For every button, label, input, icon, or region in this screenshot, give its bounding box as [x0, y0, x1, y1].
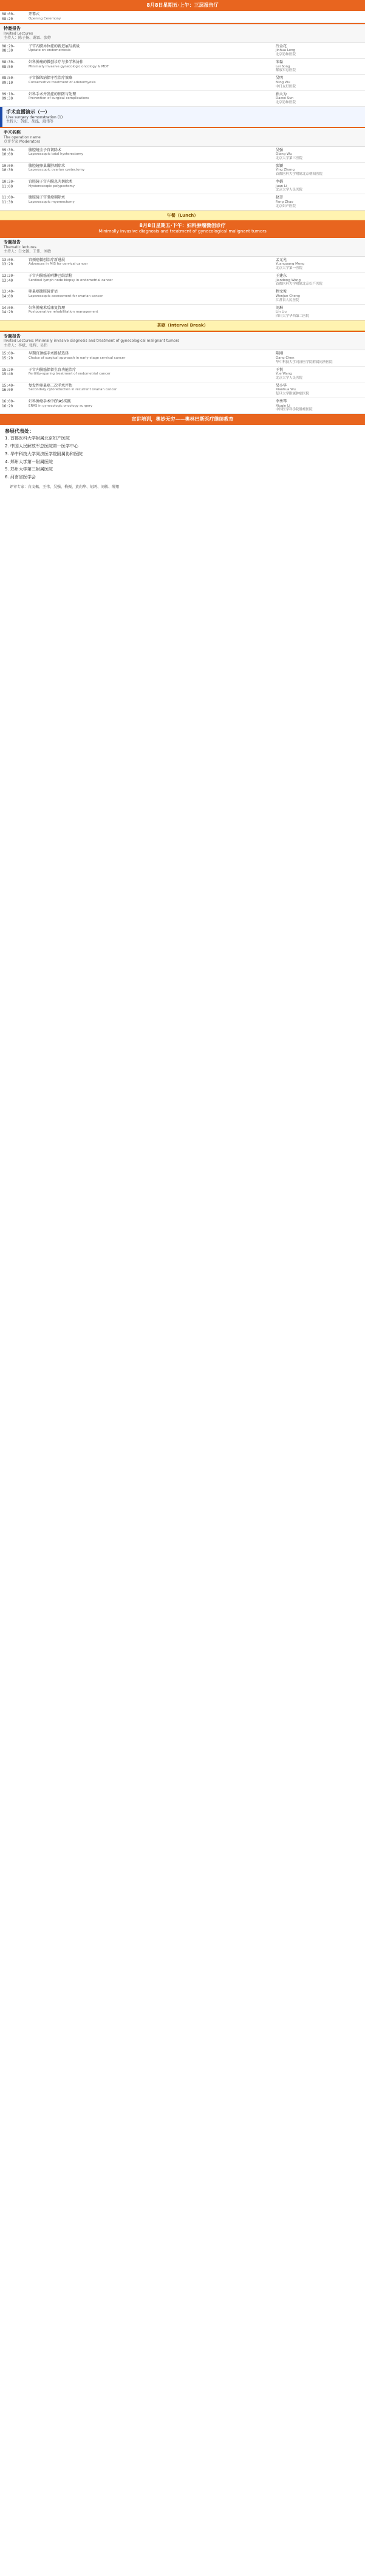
hospital: 北京妇产医院 [276, 204, 296, 208]
list-item: 2. 中国人民解放军总医院第一医学中心 [5, 444, 78, 449]
speaker-cell [274, 59, 365, 74]
time-cell: 10:30-11:00 [2, 180, 15, 189]
topic-cell [27, 147, 274, 162]
speaker-en: Yuanguang Meng [276, 262, 305, 266]
break-banner: 茶歇（Interval Break） [0, 320, 365, 331]
session-heading [0, 331, 365, 351]
topic-en: Minimally invasive gynecologic oncology & MDT [29, 64, 109, 69]
speaker-en: Gang Chen [276, 356, 295, 360]
topic-en: Prevention of surgical complications [29, 97, 89, 100]
speaker-cn: 赵芳 [276, 195, 284, 200]
list-footer: 评审专家：白文佩、王伟、吴强、梅振、黄向华、胡鸿、刘敏、薛翔 [10, 484, 120, 489]
time-cell: 10:00-10:30 [2, 163, 15, 173]
hospital: 北京协和医院 [276, 100, 296, 104]
schedule-row [0, 59, 365, 75]
session-section [0, 107, 365, 127]
schedule-row [0, 257, 365, 273]
banner-title-cn: 宣讲培训，奥妙无穷——奥林巴斯医疗继续教育 [131, 416, 234, 422]
time-cell: 08:50-09:10 [2, 76, 15, 85]
schedule-row [0, 273, 365, 288]
speaker-cn: 刘琳 [276, 305, 284, 310]
opening-time: 08:00-08:20 [2, 12, 15, 21]
speaker-en: Wenjun Cheng [276, 294, 300, 298]
list-title: 参展代表处： [5, 429, 34, 435]
hospital: 北京大学人民医院 [276, 376, 303, 380]
topic-cn: 腹腔镜子宫肌瘤剔除术 [29, 195, 66, 200]
schedule-row [0, 288, 365, 304]
schedule-row [0, 194, 365, 210]
speaker-en: Qiang Wu [276, 152, 292, 156]
topic-cell [27, 305, 274, 320]
topic-en: Update on endometriosis [29, 49, 71, 53]
time-cell: 15:40-16:00 [2, 383, 15, 393]
schedule-row [0, 350, 365, 366]
topic-cn: 子宫内膜癌保留生育功能治疗 [29, 367, 77, 372]
time-cell: 09:10-09:30 [2, 92, 15, 101]
topic-cn: 子宫腺肌病保守性治疗策略 [29, 76, 73, 81]
topic-cn: 子宫内膜异位症的新进展与挑战 [29, 44, 80, 49]
speaker-cell [274, 178, 365, 194]
schedule-row [0, 163, 365, 178]
speaker-cell [274, 91, 365, 106]
speaker-cn: 孟元光 [276, 257, 287, 262]
date-line: 8月8日星期五·上午：三层报告厅 [146, 2, 219, 8]
speaker-cell [274, 398, 365, 413]
topic-en: Conservative treatment of adenomyosis [29, 80, 96, 84]
topic-cn: 早期宫颈癌手术路径选择 [29, 351, 69, 356]
speaker-en: Ying Zhang [276, 168, 295, 172]
session-heading [0, 127, 365, 147]
schedule-row [0, 147, 365, 163]
section-banner [0, 414, 365, 425]
opening-title-cn: 开幕式 [29, 12, 40, 16]
list-item: 3. 华中科技大学同济医学院附属协和医院 [5, 451, 83, 456]
topic-en: Secondary cytoreduction in recurrent ovarian cancer [29, 388, 117, 392]
speaker-en: Jiandong Wang [276, 278, 301, 282]
speaker-cn: 冷金花 [276, 44, 287, 49]
topic-cell [27, 194, 274, 209]
speaker-cn: 孙大为 [276, 92, 287, 97]
time-cell: 09:30-10:00 [2, 147, 15, 157]
topic-en: Postoperative rehabilitation management [29, 310, 98, 314]
speaker-cn: 李秀琴 [276, 399, 287, 404]
speaker-en: Juan Li [276, 184, 287, 188]
speaker-cn: 宋磊 [276, 60, 284, 64]
hospital: 北京大学第三医院 [276, 156, 303, 160]
speaker-cell [274, 305, 365, 320]
topic-cn: 妇科肿瘤的微创诊疗与多学科协作 [29, 60, 84, 64]
topic-cell [27, 75, 274, 90]
speaker-en: Xiaohua Wu [276, 388, 296, 392]
session-heading-en: Invited Lectures: Minimally invasive diagnosis and treatment of gynecological malignant tumors [4, 339, 180, 344]
speaker-en: Xiuqin Li [276, 404, 290, 408]
speaker-cell [274, 257, 365, 272]
list-item: 4. 郑州大学第一附属医院 [5, 459, 53, 464]
speaker-cell [274, 273, 365, 288]
hospital: 复旦大学附属肿瘤医院 [276, 392, 310, 396]
hospital: 中日友好医院 [276, 84, 296, 89]
speaker-cn: 吴强 [276, 147, 284, 152]
banner-title-en: Minimally invasive diagnosis and treatment of gynecological malignant tumors [98, 229, 267, 234]
speaker-cell [274, 350, 365, 365]
speaker-cell [274, 147, 365, 162]
topic-en: Laparoscopic total hysterectomy [29, 152, 84, 156]
topic-cell [27, 91, 274, 106]
topic-en: Choice of surgical approach in early-stage cervical cancer [29, 356, 126, 360]
opening-right [274, 11, 365, 22]
topic-cell [27, 398, 274, 413]
topic-en: Laparoscopic ovarian cystectomy [29, 168, 85, 172]
speaker-cn: 王建东 [276, 274, 287, 278]
speaker-cn: 吴明 [276, 76, 284, 81]
speaker-en: Lin Liu [276, 310, 287, 314]
time-cell: 14:00-14:20 [2, 305, 15, 314]
topic-cell [27, 163, 274, 178]
schedule-row [0, 91, 365, 107]
session-heading-cn: 专题报告 [4, 333, 21, 339]
speaker-cn: 王悦 [276, 367, 284, 372]
speaker-en: Jinhua Leng [276, 49, 296, 53]
schedule-row [0, 43, 365, 59]
topic-cell [27, 273, 274, 288]
speaker-cn: 吴小华 [276, 383, 287, 388]
section-title-cn: 手术直播演示（一） [6, 109, 50, 115]
banner-title-cn: 8月8日星期五·下午：妇科肿瘤微创诊疗 [139, 223, 226, 229]
session-heading-en: The operation name [4, 135, 41, 140]
section-title-en: Live surgery demonstration (1) [6, 115, 63, 120]
topic-en: ERAS in gynecologic oncology surgery [29, 404, 93, 408]
topic-cn: 宫颈癌微创治疗新进展 [29, 257, 66, 262]
list-item: 6. 河南省医学会 [5, 475, 36, 480]
list-item: 1. 首都医科大学附属北京妇产医院 [5, 436, 70, 441]
session-heading [0, 23, 365, 43]
schedule-row [0, 178, 365, 194]
topic-cn: 子宫内膜癌前哨淋巴结活检 [29, 274, 73, 278]
session-heading-cn: 特邀报告 [4, 26, 21, 31]
hospital: 北京大学第一医院 [276, 266, 303, 271]
speaker-cell [274, 288, 365, 303]
speaker-cell [274, 163, 365, 178]
section-banner [0, 220, 365, 237]
schedule-row [0, 305, 365, 320]
topic-en: Advances in MIS for cervical cancer [29, 262, 88, 266]
topic-en: Sentinel lymph node biopsy in endometrial cancer [29, 278, 113, 282]
hospital: 江苏省人民医院 [276, 298, 299, 302]
list-item: 5. 郑州大学第三附属医院 [5, 467, 53, 472]
hospital: 首都医科大学附属北京妇产医院 [276, 282, 323, 286]
hospital: 解放军总医院 [276, 69, 296, 73]
time-cell: 08:20-08:30 [2, 44, 15, 53]
topic-cn: 宫腔镜子宫内膜息肉切除术 [29, 180, 73, 184]
topic-cell [27, 257, 274, 272]
topic-cell [27, 367, 274, 382]
topic-cn: 妇科手术并发症的预防与处理 [29, 92, 77, 97]
opening-title-en: Opening Ceremony [29, 16, 61, 21]
speaker-en: Lei Song [276, 64, 290, 69]
topic-cell [27, 59, 274, 74]
section-note: 主持人：苏虹、胡泓、段伟等 [6, 120, 54, 124]
time-cell: 13:20-13:40 [2, 274, 15, 283]
session-moderators: 主持人：李斌、张辉、吴伟 [4, 343, 48, 348]
topic-cn: 腹腔镜全子宫切除术 [29, 147, 62, 152]
session-heading-en: Thematic lectures [4, 245, 36, 249]
hospital: 四川大学华西第二医院 [276, 314, 310, 318]
schedule-row [0, 398, 365, 414]
topic-cn: 妇科肿瘤手术中ERAS实践 [29, 399, 71, 404]
speaker-cell [274, 382, 365, 398]
time-cell: 15:00-15:20 [2, 351, 15, 361]
hospital: 首都医科大学附属北京朝阳医院 [276, 172, 323, 177]
exhibitor-list [0, 425, 365, 497]
program-content [0, 23, 365, 497]
time-cell: 08:30-08:50 [2, 60, 15, 69]
topic-cell [27, 178, 274, 194]
speaker-cell [274, 75, 365, 90]
session-moderators: 主持人：白文佩、王伟、刘敏 [4, 249, 52, 254]
time-cell: 13:00-13:20 [2, 257, 15, 267]
topic-cell [27, 350, 274, 365]
hospital: 华中科技大学同济医学院附属同济医院 [276, 360, 333, 364]
schedule-row [0, 382, 365, 398]
time-cell: 15:20-15:40 [2, 367, 15, 376]
topic-cell [27, 382, 274, 398]
hospital: 中国医学科学院肿瘤医院 [276, 408, 313, 412]
opening-title [27, 11, 274, 22]
speaker-en: Ming Wu [276, 80, 290, 84]
topic-cell [27, 43, 274, 58]
schedule-row [0, 75, 365, 90]
session-moderators: 主持人：陈子扬、谢霖、张婷 [4, 36, 52, 41]
speaker-en: Dawei Sun [276, 97, 294, 100]
topic-en: Laparoscopic assessment for ovarian cancer [29, 294, 103, 298]
session-heading-en: Invited Lectures [4, 31, 33, 36]
session-moderators: 点评专家 Moderators [4, 140, 41, 144]
break-banner: 午餐（Lunch） [0, 211, 365, 221]
topic-en: Laparoscopic myomectomy [29, 200, 75, 204]
speaker-cn: 程文俊 [276, 290, 287, 294]
hospital: 北京大学人民医院 [276, 188, 303, 192]
time-cell: 16:00-16:20 [2, 399, 15, 408]
topic-en: Fertility-sparing treatment of endometrial cancer [29, 372, 111, 376]
session-heading-cn: 专题报告 [4, 240, 21, 245]
topic-cn: 腹腔镜卵巢囊肿剥除术 [29, 163, 66, 168]
topic-cn: 妇科肿瘤术后康复管理 [29, 305, 66, 310]
speaker-cn: 张颖 [276, 163, 284, 168]
speaker-cell [274, 367, 365, 382]
session-heading [0, 237, 365, 257]
speaker-cn: 李娟 [276, 180, 284, 184]
time-cell: 13:40-14:00 [2, 290, 15, 299]
speaker-en: Yue Wang [276, 372, 292, 376]
opening-row [0, 11, 365, 23]
schedule-row [0, 367, 365, 382]
time-cell: 11:00-11:30 [2, 195, 15, 205]
hospital: 北京协和医院 [276, 53, 296, 57]
date-banner [0, 0, 365, 11]
topic-en: Hysteroscopic polypectomy [29, 184, 75, 188]
speaker-en: Fang Zhao [276, 200, 293, 204]
topic-cn: 卵巢癌腹腔镜评估 [29, 290, 58, 294]
topic-cn: 复发性卵巢癌二次手术评估 [29, 383, 73, 388]
speaker-cell [274, 43, 365, 58]
program-page [0, 0, 365, 497]
topic-cell [27, 288, 274, 303]
speaker-cn: 陈刚 [276, 351, 284, 356]
session-heading-cn: 手术名称 [4, 129, 21, 135]
speaker-cell [274, 194, 365, 209]
